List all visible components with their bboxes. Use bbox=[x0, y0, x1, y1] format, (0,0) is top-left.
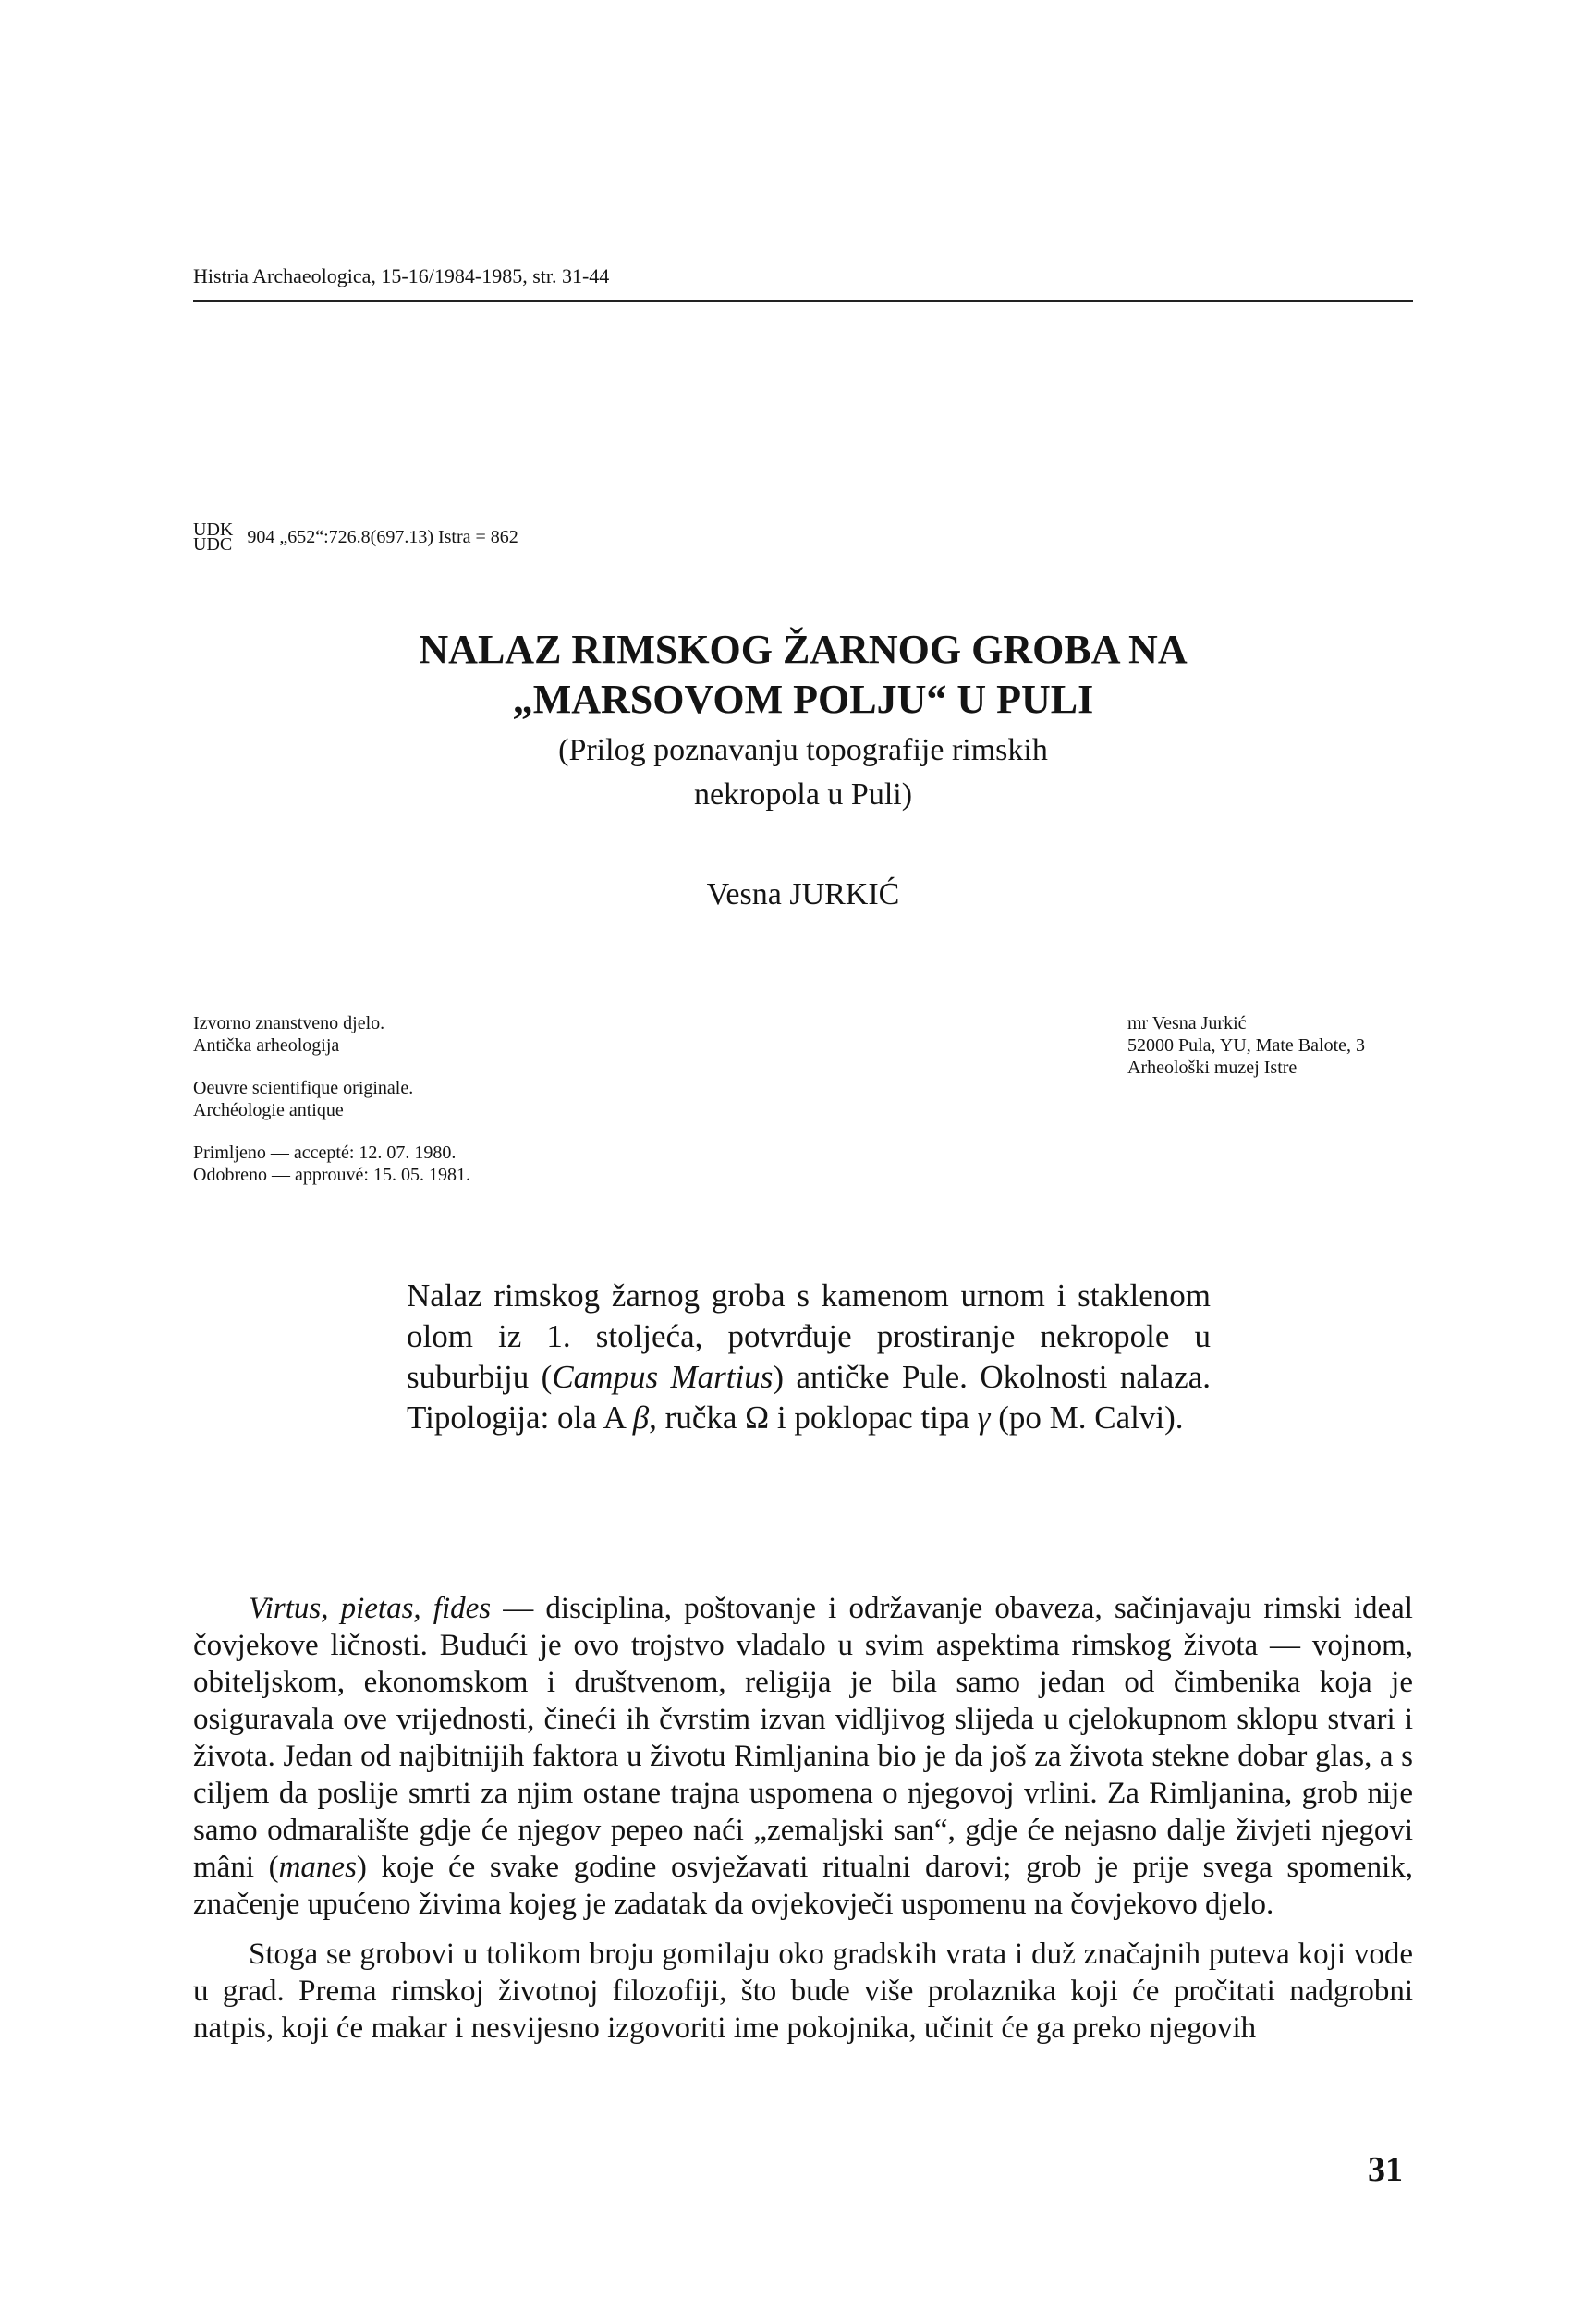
abstract-text-2: ) antičke Pule. Okolnosti nalaza. Tipologija: ola A bbox=[407, 1359, 1211, 1436]
field-fr: Archéologie antique bbox=[193, 1100, 344, 1120]
field-hr: Antička arheologija bbox=[193, 1035, 340, 1056]
paragraph-1-italic-lead: Virtus, pietas, fides bbox=[249, 1592, 492, 1625]
udk-classification bbox=[193, 520, 518, 555]
article-subtitle bbox=[193, 728, 1413, 817]
abstract-campus-martius: Campus Martius bbox=[552, 1359, 774, 1395]
udk-label-bottom: UDC bbox=[193, 534, 233, 555]
title-line-2: „MARSOVOM POLJU“ U PULI bbox=[512, 677, 1094, 722]
title-line-1: NALAZ RIMSKOG ŽARNOG GROBA NA bbox=[419, 627, 1188, 672]
abstract-beta-symbol: β bbox=[632, 1400, 650, 1436]
subtitle-line-1: (Prilog poznavanju topografije rimskih bbox=[558, 733, 1048, 767]
abstract-text-1: Nalaz rimskog žarnog groba s kamenom urnom i staklenom olom iz 1. stoljeća, potvrđuje prostiranje nekropole u suburbiju ( bbox=[407, 1278, 1211, 1395]
udk-label-top: UDK bbox=[193, 520, 234, 540]
article-metadata bbox=[193, 1012, 470, 1186]
paper-type-fr: Oeuvre scientifique originale. bbox=[193, 1078, 414, 1098]
abstract-gamma-symbol: γ bbox=[977, 1400, 991, 1436]
affiliation-address: 52000 Pula, YU, Mate Balote, 3 bbox=[1127, 1035, 1366, 1056]
udk-code: 904 „652“:726.8(697.13) Istra = 862 bbox=[247, 526, 518, 547]
paper-type-hr: Izvorno znanstveno djelo. bbox=[193, 1013, 385, 1033]
affiliation-institution: Arheološki muzej Istre bbox=[1127, 1058, 1298, 1078]
abstract-text-3: , ručka Ω i poklopac tipa bbox=[649, 1400, 978, 1436]
received-date: Primljeno — accepté: 12. 07. 1980. bbox=[193, 1143, 457, 1163]
paragraph-2: Stoga se grobovi u tolikom broju gomilaju oko gradskih vrata i duž značajnih puteva koji vode u grad. Prema rimskoj životnoj filozofiji, što bude više prolaznika koji će pročitati nadgrobni natpis, koji će makar i nesvijesno izgovoriti ime pokojnika, učinit će ga preko njegovih bbox=[193, 1938, 1413, 2045]
author-affiliation bbox=[1127, 1012, 1365, 1079]
paragraph-1-text-b: ) koje će svake godine osvježavati ritualni darovi; grob je prije svega spomenik, značenje upućeno živima kojeg je zadatak da ovjekovječi uspomenu na čovjekovo djelo. bbox=[193, 1851, 1413, 1921]
article-title bbox=[193, 625, 1413, 725]
abstract bbox=[407, 1276, 1211, 1438]
journal-header bbox=[193, 258, 1413, 302]
abstract-text-4: (po M. Calvi). bbox=[990, 1400, 1184, 1436]
subtitle-line-2: nekropola u Puli) bbox=[693, 777, 913, 812]
udk-label bbox=[193, 520, 234, 555]
paragraph-1 bbox=[193, 1590, 1413, 1923]
page-number: 31 bbox=[1368, 2150, 1403, 2189]
paragraph-1-text-a: — disciplina, poštovanje i održavanje obaveza, sačinjavaju rimski ideal čovjekove ličnosti. Budući je ovo trojstvo vladalo u svim aspektima rimskog života — vojnom, obiteljskom, ekonomskom i društvenom, religija je bila samo jedan od čimbenika koja je osiguravala ove vrijednosti, čineći ih čvrstim izvan vidljivog slijeda u cjelokupnom sklopu stvari i života. Jedan od najbitnijih faktora u životu Rimljanina bio je da još za života stekne dobar glas, a s ciljem da poslije smrti za njim ostane trajna uspomena o njegovoj vrlini. Za Rimljanina, grob nije samo odmaralište gdje će njegov pepeo naći „zemaljski san“, gdje će nejasno dalje živjeti njegovi mâni ( bbox=[193, 1592, 1413, 1884]
paragraph-1-manes: manes bbox=[278, 1851, 357, 1884]
approved-date: Odobreno — approuvé: 15. 05. 1981. bbox=[193, 1165, 470, 1185]
journal-citation: Histria Archaeologica, 15-16/1984-1985, str. 31-44 bbox=[193, 264, 610, 287]
author-name: Vesna JURKIĆ bbox=[706, 877, 900, 911]
affiliation-name: mr Vesna Jurkić bbox=[1127, 1013, 1247, 1033]
body-text bbox=[193, 1590, 1413, 2047]
